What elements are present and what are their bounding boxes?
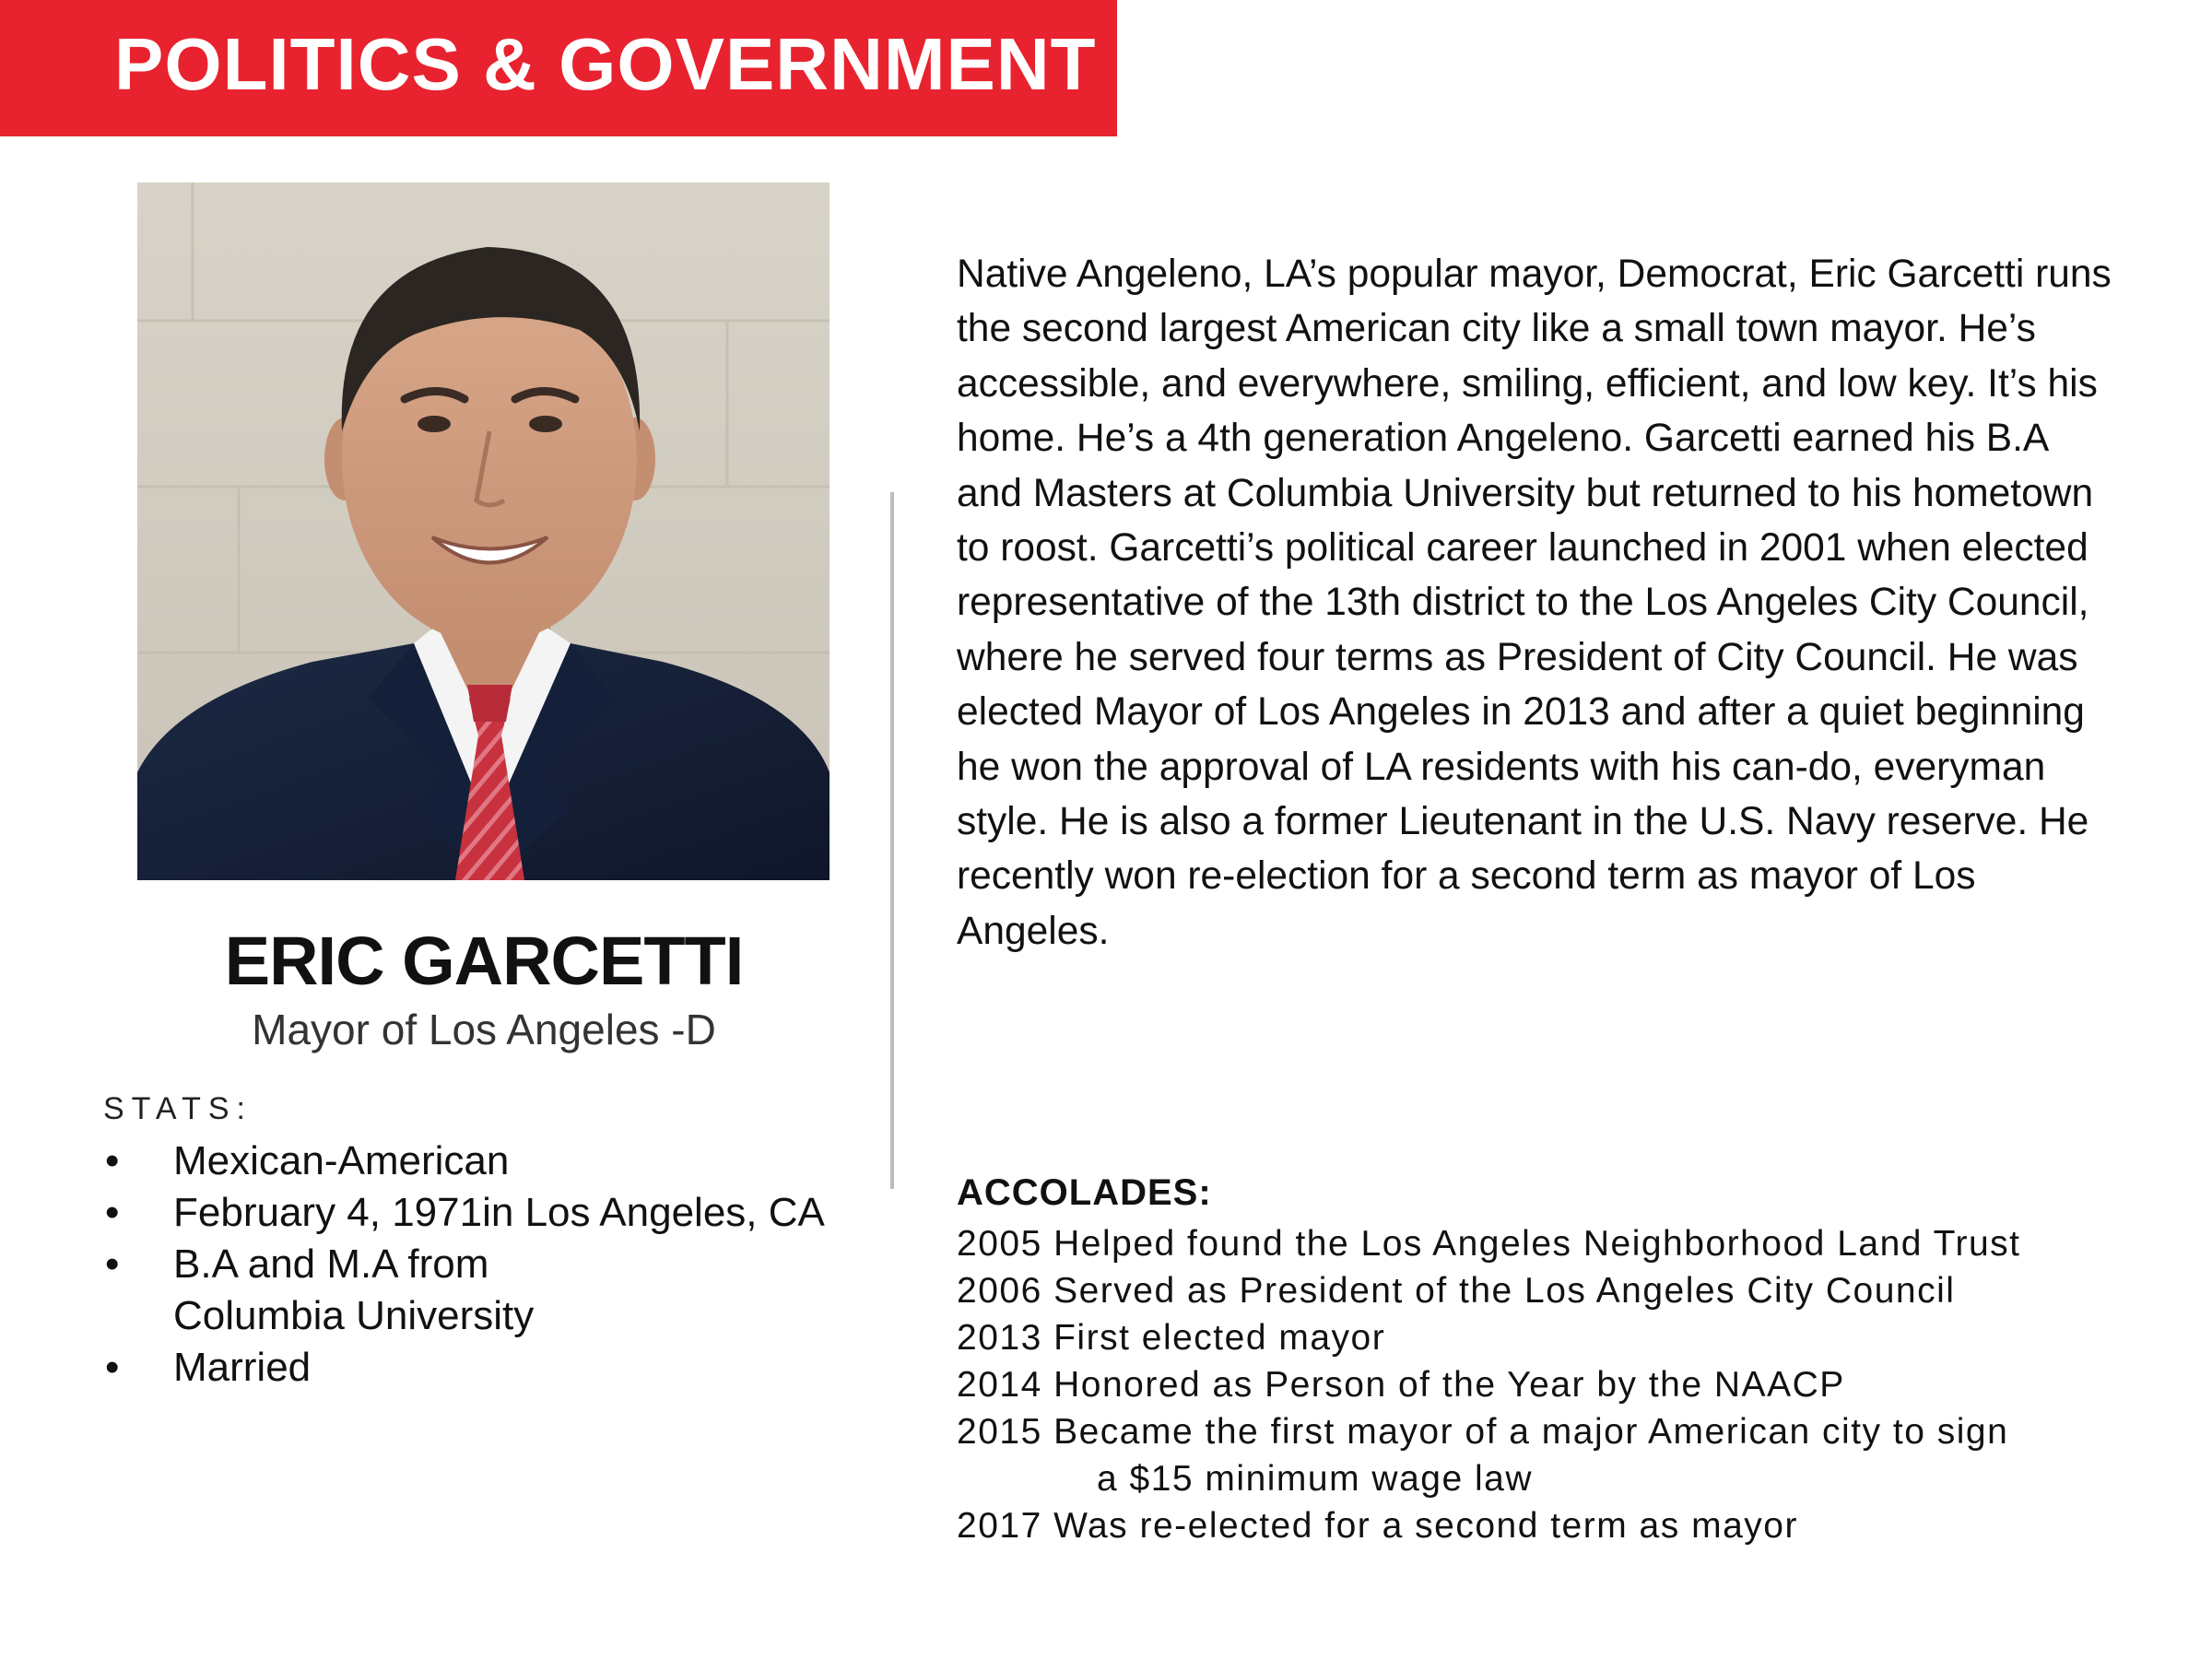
category-title: POLITICS & GOVERNMENT: [114, 23, 1097, 105]
bullet-icon: •: [105, 1241, 120, 1287]
accolade-text: Became the first mayor of a major American city to sign: [1053, 1412, 2009, 1452]
person-role: Mayor of Los Angeles -D: [252, 1006, 716, 1053]
accolade-text: First elected mayor: [1053, 1318, 1386, 1358]
accolade-item: [957, 1502, 2192, 1549]
accolade-text: Was re-elected for a second term as mayor: [1053, 1506, 1798, 1546]
bullet-icon: •: [105, 1138, 120, 1183]
accolade-item: [957, 1408, 2192, 1502]
accolades-title: ACCOLADES:: [957, 1172, 1212, 1213]
accolade-text: Helped found the Los Angeles Neighborhood Land Trust: [1053, 1224, 2021, 1264]
portrait-illustration: [137, 182, 830, 880]
stats-item-text: B.A and M.A from Columbia University: [173, 1241, 535, 1338]
stats-item-text: February 4, 1971in Los Angeles, CA: [173, 1190, 825, 1235]
stats-item-text: Mexican-American: [173, 1138, 510, 1183]
accolade-year: 2005: [957, 1224, 1042, 1264]
category-banner: [0, 0, 1117, 136]
accolade-year: 2006: [957, 1271, 1042, 1311]
stats-item-text: Married: [173, 1345, 312, 1390]
accolade-continuation: a $15 minimum wage law: [1097, 1459, 1534, 1499]
stats-label: STATS:: [103, 1091, 253, 1126]
column-divider: [890, 492, 894, 1189]
stats-list: [103, 1135, 887, 1394]
portrait-photo: [137, 182, 830, 880]
accolade-text: Honored as Person of the Year by the NAACP: [1053, 1365, 1845, 1405]
stats-item: [103, 1135, 887, 1187]
person-name: ERIC GARCETTI: [224, 923, 744, 999]
accolade-text: Served as President of the Los Angeles City Council: [1053, 1271, 1956, 1311]
accolade-item: [957, 1314, 2192, 1361]
bullet-icon: •: [105, 1190, 120, 1235]
biography-text: Native Angeleno, LA’s popular mayor, Democrat, Eric Garcetti runs the second largest American city like a small town mayor. He’s accessible, and everywhere, smiling, efficient, and low key. It’s his home. He’s a 4th generation Angeleno. Garcetti earned his B.A and Masters at Columbia University but returned to his hometown to roost. Garcetti’s political career launched in 2001 when elected representative of the 13th district to the Los Angeles City Council, where he served four terms as President of City Council. He was elected Mayor of Los Angeles in 2013 and after a quiet beginning he won the approval of LA residents with his can-do, everyman style. He is also a former Lieutenant in the U.S. Navy reserve. He recently won re-election for a second term as mayor of Los Angeles.: [957, 253, 2112, 953]
stats-item: [103, 1342, 887, 1394]
bullet-icon: •: [105, 1345, 120, 1390]
accolades-list: [957, 1220, 2192, 1549]
accolade-item: [957, 1267, 2192, 1314]
accolade-year: 2014: [957, 1365, 1042, 1405]
accolade-year: 2017: [957, 1506, 1042, 1546]
stats-item: [103, 1239, 671, 1342]
accolade-item: [957, 1220, 2192, 1267]
accolade-year: 2015: [957, 1412, 1042, 1452]
accolade-year: 2013: [957, 1318, 1042, 1358]
accolade-item: [957, 1361, 2192, 1408]
stats-item: [103, 1187, 887, 1239]
